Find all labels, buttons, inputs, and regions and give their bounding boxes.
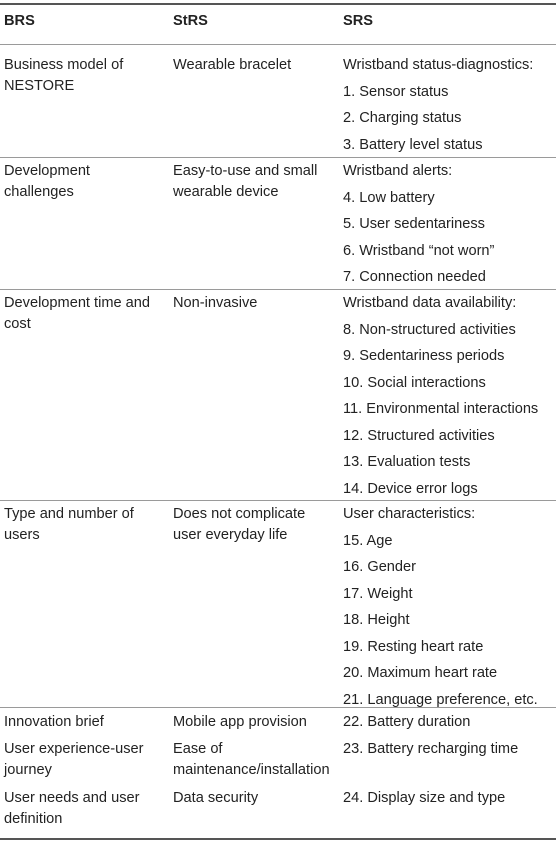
row-2-strs-line: Easy-to-use and small [173, 163, 318, 179]
row-2-srs-line: 6. Wristband “not worn” [343, 242, 495, 259]
row-3-brs-line: cost [4, 316, 31, 332]
row-4-srs-line: 19. Resting heart rate [343, 638, 484, 655]
row-5-brs-line: Innovation brief [4, 714, 104, 730]
row-4-srs-line: 20. Maximum heart rate [343, 665, 498, 681]
row-7-brs-line: User needs and user [4, 790, 140, 806]
row-3-srs-line: Wristband data availability: [343, 295, 517, 311]
row-separator-rule [0, 289, 556, 290]
row-1-srs-line: 3. Battery level status [343, 136, 483, 153]
table-top-rule [0, 3, 556, 5]
row-1-brs-line: NESTORE [4, 78, 75, 94]
row-6-strs-line: Ease of [173, 741, 223, 757]
row-3-strs-line: Non-invasive [173, 295, 258, 311]
row-2-srs-line: 4. Low battery [343, 189, 435, 206]
row-4-srs-line: 21. Language preference, etc. [343, 691, 538, 708]
row-1-brs-line: Business model of [4, 57, 124, 73]
row-separator-rule [0, 157, 556, 158]
row-7-srs-line: 24. Display size and type [343, 790, 506, 806]
row-3-srs-line: 11. Environmental interactions [343, 401, 539, 417]
row-4-strs-line: user everyday life [173, 527, 288, 543]
header-brs: BRS [4, 13, 35, 29]
row-2-strs-line: wearable device [173, 184, 279, 200]
header-strs: StRS [173, 13, 208, 29]
table-bottom-rule [0, 838, 556, 840]
header-srs: SRS [343, 13, 374, 29]
row-1-srs-line: 1. Sensor status [343, 83, 449, 100]
row-3-srs-line: 9. Sedentariness periods [343, 348, 505, 364]
row-3-srs-line: 10. Social interactions [343, 374, 486, 391]
row-2-brs-line: challenges [4, 184, 74, 200]
row-separator-rule [0, 500, 556, 501]
row-4-brs-line: users [4, 527, 40, 543]
row-3-srs-line: 12. Structured activities [343, 427, 495, 444]
row-1-srs-line: 2. Charging status [343, 110, 462, 126]
row-3-srs-line: 8. Non-structured activities [343, 321, 516, 338]
row-7-strs-line: Data security [173, 790, 259, 806]
row-4-srs-line: 18. Height [343, 612, 410, 628]
row-3-srs-line: 13. Evaluation tests [343, 454, 471, 470]
row-4-srs-line: User characteristics: [343, 506, 476, 522]
row-4-srs-line: 16. Gender [343, 559, 417, 575]
row-6-brs-line: User experience-user [4, 741, 144, 757]
row-5-strs-line: Mobile app provision [173, 714, 307, 730]
row-2-srs-line: 5. User sedentariness [343, 216, 485, 232]
row-7-brs-line: definition [4, 811, 63, 827]
row-3-brs-line: Development time and [4, 295, 151, 311]
row-2-srs-line: Wristband alerts: [343, 163, 453, 179]
row-4-brs-line: Type and number of [4, 506, 134, 522]
row-5-srs-line: 22. Battery duration [343, 714, 471, 730]
row-1-srs-line: Wristband status-diagnostics: [343, 57, 534, 73]
row-4-srs-line: 15. Age [343, 532, 393, 549]
row-separator-rule [0, 707, 556, 708]
row-4-srs-line: 17. Weight [343, 585, 413, 602]
row-6-strs-line: maintenance/installation [173, 762, 330, 778]
row-1-strs-line: Wearable bracelet [173, 57, 292, 73]
row-6-srs-line: 23. Battery recharging time [343, 741, 519, 757]
row-3-srs-line: 14. Device error logs [343, 480, 478, 497]
row-4-strs-line: Does not complicate [173, 506, 306, 522]
row-2-brs-line: Development [4, 163, 90, 179]
row-2-srs-line: 7. Connection needed [343, 269, 486, 285]
header-rule [0, 44, 556, 45]
row-6-brs-line: journey [4, 762, 52, 778]
